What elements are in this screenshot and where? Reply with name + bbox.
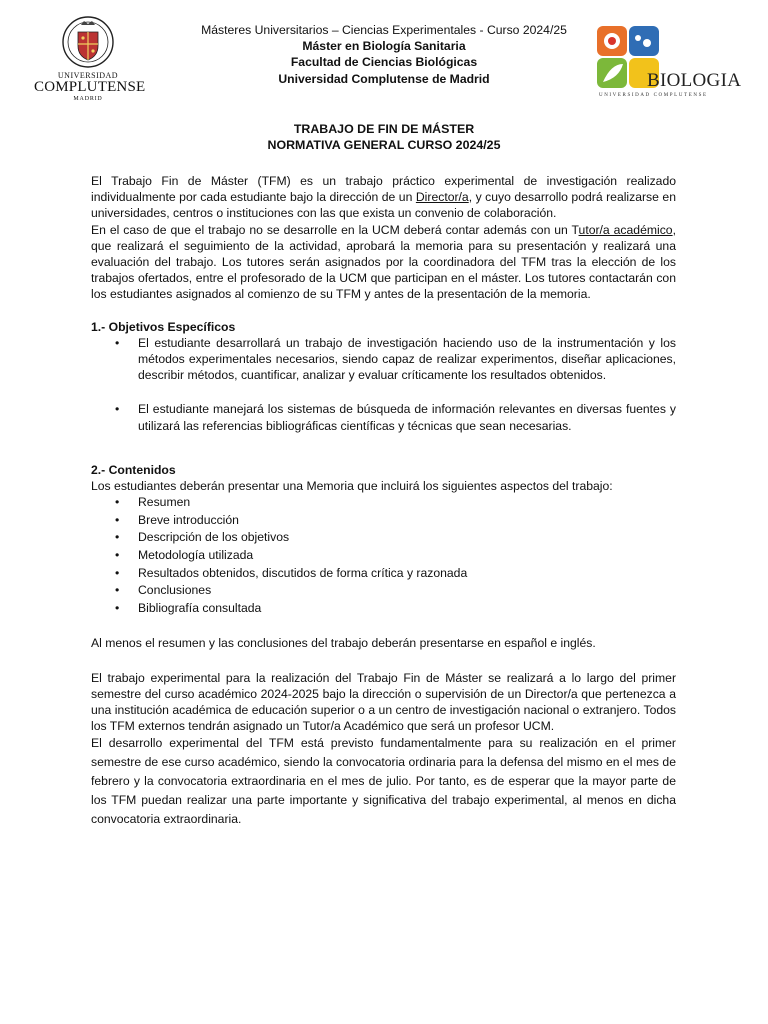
list-item: • Resumen bbox=[91, 494, 676, 512]
list-item: • Breve introducción bbox=[91, 512, 676, 530]
list-item: • El estudiante desarrollará un trabajo de investigación haciendo uso de la instrumentación y los métodos experimentales necesarios, siendo capaz de realizar experimentos, diseñar aplicaciones, describir métodos, cuantificar, analizar y evaluar críticamente los resultados obtenidos. bbox=[91, 335, 676, 384]
title-line1: TRABAJO DE FIN DE MÁSTER bbox=[293, 122, 475, 136]
section2-lead: Los estudiantes deberán presentar una Memoria que incluirá los siguientes aspectos del trabajo: bbox=[91, 479, 613, 494]
intro-p1-text-a: El Trabajo Fin de Máster (TFM) es un trabajo práctico experimental de investigación realizado individualmente por cada estudiante bajo la dirección de un bbox=[91, 174, 676, 205]
list-item: • Descripción de los objetivos bbox=[91, 529, 676, 547]
header-faculty: Facultad de Ciencias Biológicas bbox=[290, 55, 478, 70]
intro-p2-text-a: En el caso de que el trabajo no se desarrolle en la UCM deberá contar además con un T bbox=[91, 222, 579, 237]
biologia-logo-word: BIOLOGIA bbox=[647, 70, 742, 91]
intro-p1-text-b: , y cuyo desarrollo podrá realizarse en universidades, centros o instituciones con las que exista un convenio de colaboración. bbox=[91, 190, 676, 221]
director-underline: Director/a bbox=[415, 190, 469, 205]
objectives-list bbox=[91, 335, 676, 434]
section2-heading: 2.- Contenidos bbox=[91, 462, 176, 477]
header-master: Máster en Biología Sanitaria bbox=[302, 39, 466, 54]
list-item: • Resultados obtenidos, discutidos de forma crítica y razonada bbox=[91, 565, 676, 583]
development-paragraph: El desarrollo experimental del TFM está previsto fundamentalmente para su realización en el primer semestre de ese curso académico, siendo la convocatoria ordinaria para la defensa del mismo en el mes de febrero y la convocatoria extraordinaria en el mes de julio. Por tanto, es de esperar que la mayor parte de los TFM puedan realizar una parte importante y significativa del trabajo experimental, al menos en dicha convocatoria extraordinaria. bbox=[91, 736, 676, 827]
intro-paragraph-2 bbox=[91, 222, 676, 303]
ucm-logo bbox=[34, 14, 146, 106]
document-body bbox=[91, 173, 676, 829]
languages-paragraph: Al menos el resumen y las conclusiones del trabajo deberán presentarse en español e inglés. bbox=[91, 636, 596, 651]
list-item: • Bibliografía consultada bbox=[91, 600, 676, 618]
header-programs: Másteres Universitarios – Ciencias Experimentales - Curso 2024/25 bbox=[201, 23, 567, 37]
document-header bbox=[150, 22, 618, 87]
list-item: • Conclusiones bbox=[91, 582, 676, 600]
ucm-logo-line2: COMPLUTENSE bbox=[34, 79, 146, 95]
biologia-logo-sub: UNIVERSIDAD COMPLUTENSE bbox=[599, 93, 708, 98]
intro-p2-text-b: , que realizará el seguimiento de la actividad, aprobará la memoria para su presentación y realizará una evaluación del trabajo. Los tutores serán asignados por la coordinadora del TFM tras la elección de los trabajos ofertados, entre el profesorado de la UCM que participan en el máster. Los tutores contactarán con los estudiantes asignados al comienzo de su TFM y antes de la presentación de la memoria. bbox=[91, 222, 676, 302]
document-title bbox=[90, 121, 678, 153]
header-university: Universidad Complutense de Madrid bbox=[278, 71, 490, 86]
title-line2: NORMATIVA GENERAL CURSO 2024/25 bbox=[267, 138, 501, 152]
biologia-logo bbox=[597, 26, 742, 102]
ucm-seal-icon bbox=[61, 14, 115, 70]
list-item: • El estudiante manejará los sistemas de búsqueda de información relevantes en diversas fuentes y utilizará las referencias bibliográficas científicas y técnicas que sean necesarias. bbox=[91, 401, 676, 433]
list-item: • Metodología utilizada bbox=[91, 547, 676, 565]
intro-paragraph-1 bbox=[91, 173, 676, 222]
tutor-underline: utor/a académico bbox=[578, 222, 673, 237]
section1-heading: 1.- Objetivos Específicos bbox=[91, 319, 236, 334]
ucm-logo-line1: UNIVERSIDAD bbox=[57, 71, 119, 80]
ucm-logo-line3: MADRID bbox=[73, 96, 103, 102]
period-paragraph: El trabajo experimental para la realización del Trabajo Fin de Máster se realizará a lo largo del primer semestre del curso académico 2024-2025 bajo la dirección o supervisión de un Director/a que pertenezca a una institución académica de educación superior o a un centro de investigación nacional o extranjero. Todos los TFM externos tendrán asignado un Tutor/a Académico que será un profesor UCM. bbox=[91, 670, 676, 734]
contents-list bbox=[91, 494, 676, 617]
